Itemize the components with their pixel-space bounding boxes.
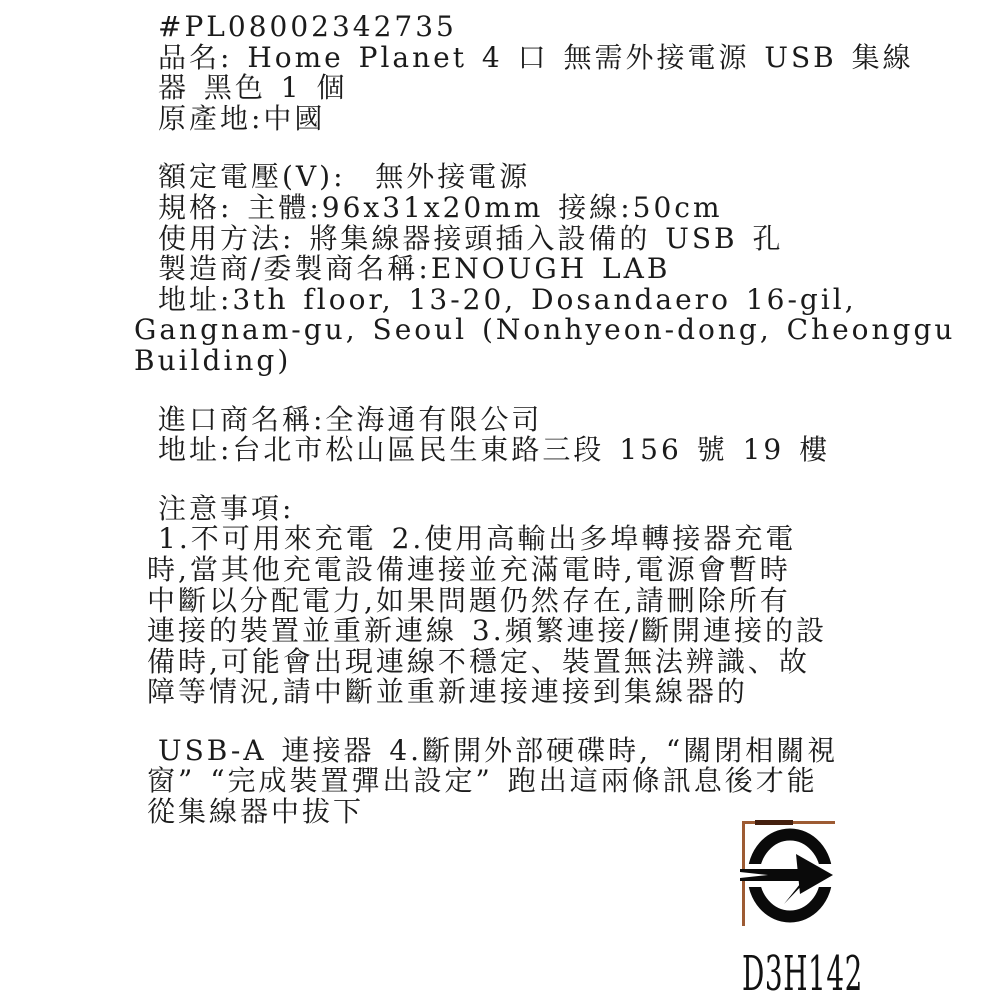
rated-voltage-line: 額定電壓(V): 無外接電源 (158, 160, 531, 194)
product-name-line-2: 器 黑色 1 個 (158, 71, 348, 105)
usb-note-line: USB-A 連接器 4.斷開外部硬碟時, “關閉相關視 (158, 733, 839, 767)
importer-name-line: 進口商名稱:全海通有限公司 (158, 402, 543, 436)
section-gap (134, 377, 894, 405)
certification-code: D3H142 (742, 946, 863, 1002)
product-code: #PL08002342735 (158, 10, 457, 43)
section-gap (134, 708, 894, 736)
manufacturer-address-3: Building) (134, 343, 292, 377)
manufacturer-address-1: 地址:3th floor, 13-20, Dosandaero 16-gil, (158, 282, 857, 316)
notice-heading: 注意事項: (158, 491, 295, 525)
importer-address-line: 地址:台北市松山區民生東路三段 156 號 19 樓 (158, 433, 831, 467)
product-label-document (134, 10, 956, 829)
manufacturer-address-2: Gangnam-gu, Seoul (Nonhyeon-dong, Cheonggu (134, 313, 956, 347)
manufacturer-line: 製造商/委製商名稱:ENOUGH LAB (158, 252, 671, 286)
usage-line: 使用方法: 將集線器接頭插入設備的 USB 孔 (158, 221, 784, 255)
section-gap (134, 466, 894, 494)
section-gap (134, 134, 894, 162)
notice-line: 中斷以分配電力,如果問題仍然存在,請刪除所有 (147, 583, 791, 617)
notice-line: 1.不可用來充電 2.使用高輸出多埠轉接器充電 (158, 522, 797, 556)
notice-line: 備時,可能會出現連線不穩定、裝置無法辨識、故 (147, 644, 810, 678)
origin-line: 原產地:中國 (158, 101, 326, 135)
usb-note-line: 窗” “完成裝置彈出設定” 跑出這兩條訊息後才能 (147, 764, 818, 798)
cell-border-top-dark-segment (755, 820, 793, 825)
usb-note-line: 從集線器中拔下 (147, 795, 365, 829)
certification-block (740, 818, 900, 1002)
spec-size-line: 規格: 主體:96x31x20mm 接線:50cm (158, 190, 723, 224)
product-name-line-1: 品名: Home Planet 4 口 無需外接電源 USB 集線 (158, 40, 914, 74)
notice-line: 障等情況,請中斷並重新連接連接到集線器的 (147, 675, 748, 709)
bsmi-certification-mark-icon (740, 818, 840, 930)
notice-line: 連接的裝置並重新連線 3.頻繁連接/斷開連接的設 (147, 614, 828, 648)
notice-line: 時,當其他充電設備連接並充滿電時,電源會暫時 (147, 552, 791, 586)
